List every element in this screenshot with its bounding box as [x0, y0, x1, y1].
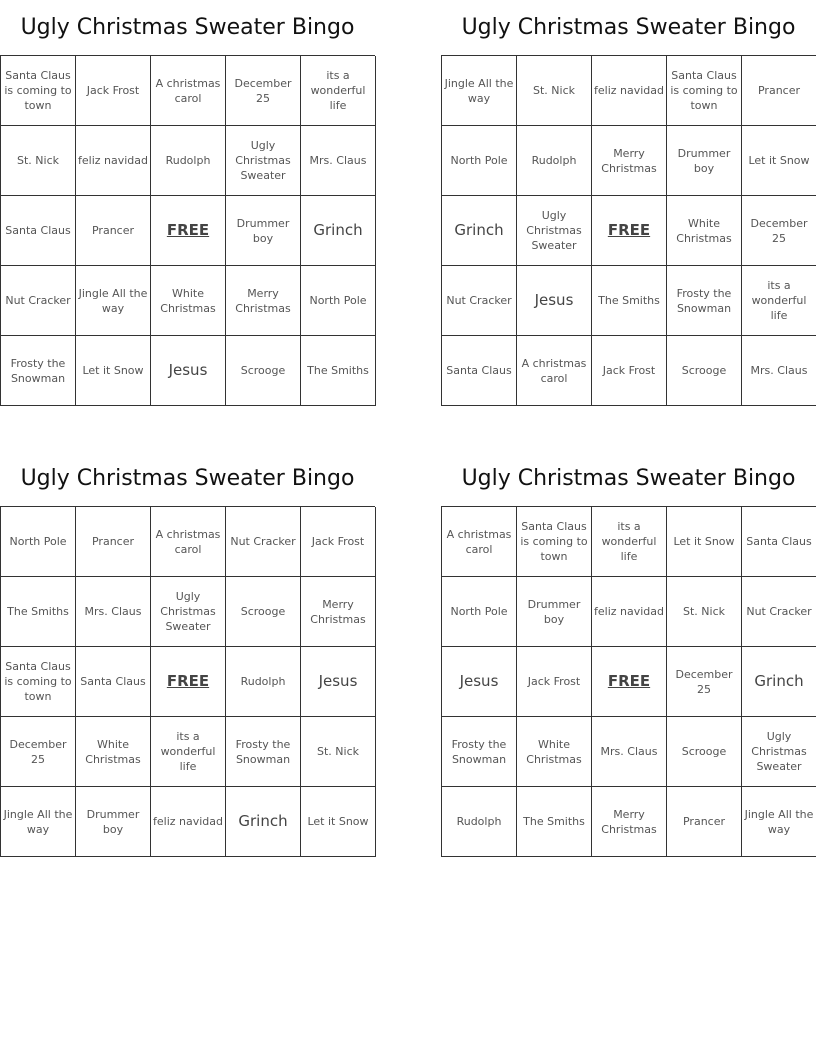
bingo-cell: Merry Christmas: [226, 266, 301, 336]
bingo-cell: Mrs. Claus: [742, 336, 816, 406]
bingo-cell: Mrs. Claus: [301, 126, 376, 196]
bingo-grid: [0, 55, 375, 406]
bingo-cell: Frosty the Snowman: [667, 266, 742, 336]
bingo-cell: Jesus: [151, 336, 226, 406]
bingo-cell: Santa Claus is coming to town: [667, 56, 742, 126]
bingo-cell: feliz navidad: [592, 577, 667, 647]
card-title: Ugly Christmas Sweater Bingo: [20, 15, 355, 40]
bingo-cell: St. Nick: [667, 577, 742, 647]
bingo-cell: A christmas carol: [442, 507, 517, 577]
bingo-cell: St. Nick: [1, 126, 76, 196]
bingo-cell: A christmas carol: [151, 507, 226, 577]
bingo-cell: North Pole: [301, 266, 376, 336]
bingo-cell: feliz navidad: [76, 126, 151, 196]
bingo-card-2: [441, 0, 816, 406]
bingo-cell: Santa Claus is coming to town: [1, 647, 76, 717]
bingo-cell: Merry Christmas: [592, 126, 667, 196]
bingo-card-4: [441, 451, 816, 857]
bingo-cell: Ugly Christmas Sweater: [226, 126, 301, 196]
bingo-cell: Drummer boy: [76, 787, 151, 857]
card-title: Ugly Christmas Sweater Bingo: [461, 466, 796, 491]
bingo-cell: its a wonderful life: [301, 56, 376, 126]
bingo-cell: Santa Claus is coming to town: [517, 507, 592, 577]
bingo-cell: Let it Snow: [667, 507, 742, 577]
bingo-cell: White Christmas: [151, 266, 226, 336]
bingo-cell: Prancer: [742, 56, 816, 126]
bingo-cell: Jingle All the way: [1, 787, 76, 857]
bingo-grid: [441, 506, 816, 857]
bingo-cell: Santa Claus: [742, 507, 816, 577]
bingo-cell: Rudolph: [442, 787, 517, 857]
bingo-cell: Jesus: [442, 647, 517, 717]
bingo-cell: Drummer boy: [517, 577, 592, 647]
bingo-cell: Prancer: [76, 196, 151, 266]
bingo-cell: St. Nick: [301, 717, 376, 787]
bingo-cell: Santa Claus: [76, 647, 151, 717]
bingo-cell: Jingle All the way: [742, 787, 816, 857]
bingo-cell: Let it Snow: [301, 787, 376, 857]
bingo-cell: Frosty the Snowman: [226, 717, 301, 787]
bingo-cell: Grinch: [226, 787, 301, 857]
bingo-cell: Scrooge: [226, 577, 301, 647]
bingo-cell: Scrooge: [226, 336, 301, 406]
bingo-cell: its a wonderful life: [592, 507, 667, 577]
bingo-grid: [0, 506, 375, 857]
bingo-cell: Nut Cracker: [742, 577, 816, 647]
free-space-cell: FREE: [592, 196, 667, 266]
bingo-cell: Let it Snow: [742, 126, 816, 196]
bingo-cell: Grinch: [442, 196, 517, 266]
bingo-cell: December 25: [742, 196, 816, 266]
free-space-cell: FREE: [592, 647, 667, 717]
bingo-cell: A christmas carol: [517, 336, 592, 406]
card-title: Ugly Christmas Sweater Bingo: [461, 15, 796, 40]
bingo-cell: feliz navidad: [592, 56, 667, 126]
bingo-cell: White Christmas: [517, 717, 592, 787]
bingo-cell: Jingle All the way: [442, 56, 517, 126]
bingo-cell: Merry Christmas: [592, 787, 667, 857]
bingo-cell: Jesus: [301, 647, 376, 717]
bingo-grid: [441, 55, 816, 406]
bingo-cell: Scrooge: [667, 717, 742, 787]
bingo-cell: Jack Frost: [76, 56, 151, 126]
bingo-cell: The Smiths: [517, 787, 592, 857]
bingo-cell: Santa Claus: [442, 336, 517, 406]
bingo-cell: The Smiths: [301, 336, 376, 406]
bingo-cell: Santa Claus is coming to town: [1, 56, 76, 126]
bingo-cell: Drummer boy: [226, 196, 301, 266]
bingo-cell: Jesus: [517, 266, 592, 336]
free-space-cell: FREE: [151, 196, 226, 266]
bingo-cell: Rudolph: [226, 647, 301, 717]
bingo-card-1: [0, 0, 375, 406]
bingo-cell: its a wonderful life: [151, 717, 226, 787]
bingo-cell: Drummer boy: [667, 126, 742, 196]
bingo-cell: The Smiths: [592, 266, 667, 336]
bingo-cell: Frosty the Snowman: [442, 717, 517, 787]
bingo-cell: The Smiths: [1, 577, 76, 647]
bingo-cell: feliz navidad: [151, 787, 226, 857]
bingo-cell: Ugly Christmas Sweater: [151, 577, 226, 647]
bingo-cell: Santa Claus: [1, 196, 76, 266]
free-space-cell: FREE: [151, 647, 226, 717]
bingo-cell: North Pole: [1, 507, 76, 577]
bingo-cell: Grinch: [742, 647, 816, 717]
bingo-cell: its a wonderful life: [742, 266, 816, 336]
bingo-cell: North Pole: [442, 126, 517, 196]
bingo-cell: December 25: [226, 56, 301, 126]
bingo-cell: Mrs. Claus: [76, 577, 151, 647]
bingo-cell: White Christmas: [667, 196, 742, 266]
bingo-cell: Nut Cracker: [226, 507, 301, 577]
bingo-cell: Mrs. Claus: [592, 717, 667, 787]
bingo-cell: December 25: [1, 717, 76, 787]
bingo-cell: Grinch: [301, 196, 376, 266]
bingo-cell: Prancer: [667, 787, 742, 857]
bingo-cell: Jack Frost: [592, 336, 667, 406]
bingo-cell: Ugly Christmas Sweater: [517, 196, 592, 266]
bingo-cell: Jack Frost: [301, 507, 376, 577]
bingo-cell: A christmas carol: [151, 56, 226, 126]
bingo-cell: Rudolph: [151, 126, 226, 196]
bingo-cell: Scrooge: [667, 336, 742, 406]
bingo-cell: Ugly Christmas Sweater: [742, 717, 816, 787]
bingo-cell: Frosty the Snowman: [1, 336, 76, 406]
bingo-cell: Merry Christmas: [301, 577, 376, 647]
bingo-cell: December 25: [667, 647, 742, 717]
bingo-cell: Prancer: [76, 507, 151, 577]
bingo-card-3: [0, 451, 375, 857]
bingo-cell: Jack Frost: [517, 647, 592, 717]
bingo-cell: Jingle All the way: [76, 266, 151, 336]
bingo-cell: North Pole: [442, 577, 517, 647]
bingo-cell: White Christmas: [76, 717, 151, 787]
bingo-cell: Let it Snow: [76, 336, 151, 406]
card-title: Ugly Christmas Sweater Bingo: [20, 466, 355, 491]
bingo-cell: Nut Cracker: [442, 266, 517, 336]
bingo-cell: St. Nick: [517, 56, 592, 126]
bingo-cell: Nut Cracker: [1, 266, 76, 336]
bingo-cell: Rudolph: [517, 126, 592, 196]
